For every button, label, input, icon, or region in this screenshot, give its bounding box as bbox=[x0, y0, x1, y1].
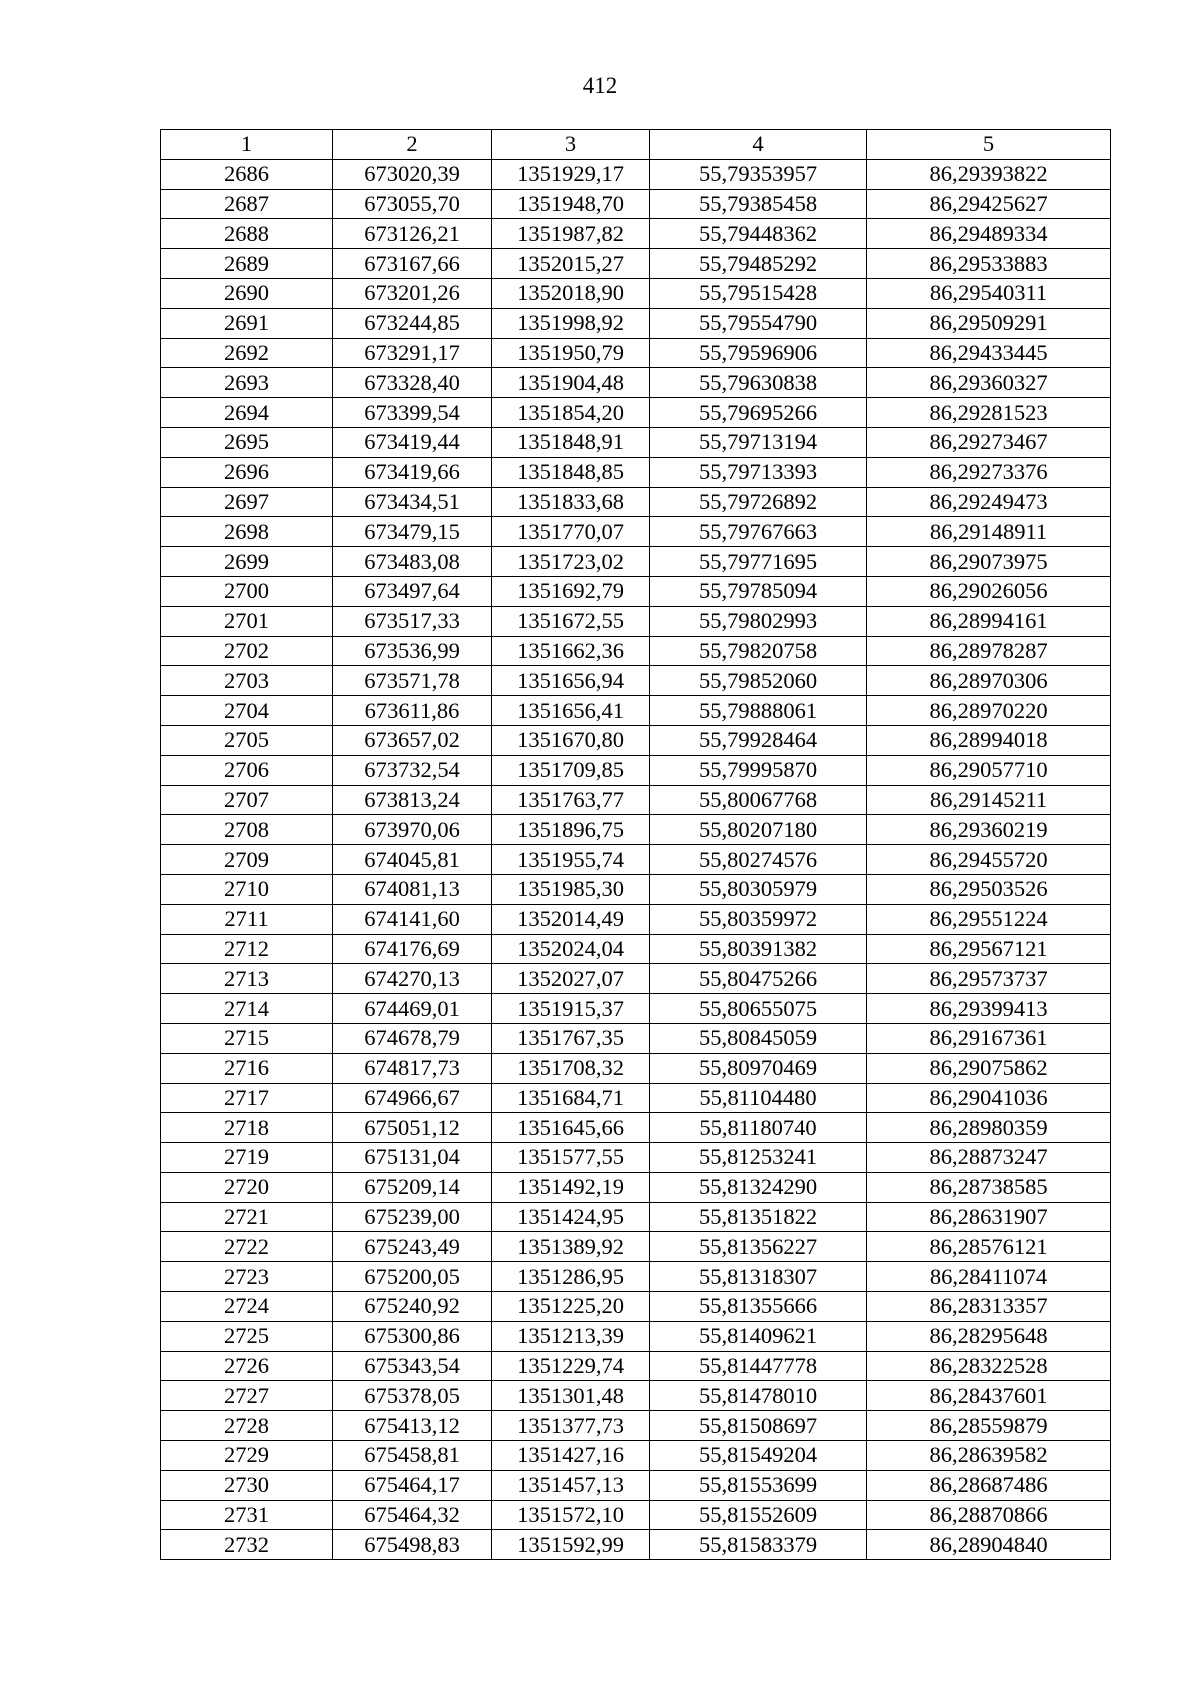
cell-y-coordinate: 1351915,37 bbox=[492, 994, 650, 1024]
cell-latitude: 55,81351822 bbox=[650, 1202, 867, 1232]
cell-longitude: 86,28411074 bbox=[867, 1262, 1111, 1292]
table-row bbox=[161, 815, 1111, 845]
cell-latitude: 55,80359972 bbox=[650, 904, 867, 934]
column-header: 5 bbox=[867, 130, 1111, 160]
cell-y-coordinate: 1351592,99 bbox=[492, 1530, 650, 1560]
cell-y-coordinate: 1351763,77 bbox=[492, 785, 650, 815]
table-row bbox=[161, 1500, 1111, 1530]
cell-longitude: 86,29399413 bbox=[867, 994, 1111, 1024]
cell-point-number: 2694 bbox=[161, 398, 333, 428]
cell-point-number: 2704 bbox=[161, 696, 333, 726]
table-row bbox=[161, 785, 1111, 815]
cell-y-coordinate: 1351225,20 bbox=[492, 1292, 650, 1322]
table-row bbox=[161, 487, 1111, 517]
cell-latitude: 55,79785094 bbox=[650, 576, 867, 606]
cell-latitude: 55,81355666 bbox=[650, 1292, 867, 1322]
table-row bbox=[161, 1321, 1111, 1351]
cell-point-number: 2722 bbox=[161, 1232, 333, 1262]
cell-longitude: 86,28313357 bbox=[867, 1292, 1111, 1322]
cell-longitude: 86,29148911 bbox=[867, 517, 1111, 547]
table-row bbox=[161, 1470, 1111, 1500]
cell-longitude: 86,28687486 bbox=[867, 1470, 1111, 1500]
cell-y-coordinate: 1352014,49 bbox=[492, 904, 650, 934]
cell-y-coordinate: 1351301,48 bbox=[492, 1381, 650, 1411]
table-row bbox=[161, 1053, 1111, 1083]
cell-x-coordinate: 674469,01 bbox=[333, 994, 492, 1024]
table-row bbox=[161, 1202, 1111, 1232]
table-row bbox=[161, 1441, 1111, 1471]
table-row bbox=[161, 219, 1111, 249]
cell-point-number: 2726 bbox=[161, 1351, 333, 1381]
cell-point-number: 2720 bbox=[161, 1172, 333, 1202]
cell-longitude: 86,28870866 bbox=[867, 1500, 1111, 1530]
cell-longitude: 86,29489334 bbox=[867, 219, 1111, 249]
cell-longitude: 86,28873247 bbox=[867, 1143, 1111, 1173]
table-header bbox=[161, 130, 1111, 160]
cell-y-coordinate: 1352027,07 bbox=[492, 964, 650, 994]
table-row bbox=[161, 1411, 1111, 1441]
cell-longitude: 86,28980359 bbox=[867, 1113, 1111, 1143]
cell-longitude: 86,28631907 bbox=[867, 1202, 1111, 1232]
cell-latitude: 55,80305979 bbox=[650, 874, 867, 904]
cell-y-coordinate: 1351709,85 bbox=[492, 755, 650, 785]
cell-latitude: 55,81318307 bbox=[650, 1262, 867, 1292]
cell-x-coordinate: 674176,69 bbox=[333, 934, 492, 964]
cell-x-coordinate: 675458,81 bbox=[333, 1441, 492, 1471]
cell-latitude: 55,81447778 bbox=[650, 1351, 867, 1381]
table-row bbox=[161, 1083, 1111, 1113]
cell-point-number: 2698 bbox=[161, 517, 333, 547]
cell-x-coordinate: 674817,73 bbox=[333, 1053, 492, 1083]
cell-x-coordinate: 673399,54 bbox=[333, 398, 492, 428]
cell-latitude: 55,79767663 bbox=[650, 517, 867, 547]
cell-x-coordinate: 673419,66 bbox=[333, 457, 492, 487]
table-row bbox=[161, 576, 1111, 606]
cell-point-number: 2709 bbox=[161, 845, 333, 875]
table-row bbox=[161, 1530, 1111, 1560]
cell-latitude: 55,81478010 bbox=[650, 1381, 867, 1411]
cell-point-number: 2692 bbox=[161, 338, 333, 368]
cell-x-coordinate: 673126,21 bbox=[333, 219, 492, 249]
cell-y-coordinate: 1351656,94 bbox=[492, 666, 650, 696]
cell-x-coordinate: 673020,39 bbox=[333, 159, 492, 189]
cell-y-coordinate: 1351692,79 bbox=[492, 576, 650, 606]
cell-point-number: 2695 bbox=[161, 427, 333, 457]
cell-longitude: 86,29503526 bbox=[867, 874, 1111, 904]
cell-y-coordinate: 1351684,71 bbox=[492, 1083, 650, 1113]
cell-latitude: 55,79515428 bbox=[650, 278, 867, 308]
cell-point-number: 2718 bbox=[161, 1113, 333, 1143]
coordinates-table bbox=[160, 129, 1111, 1560]
cell-latitude: 55,79485292 bbox=[650, 249, 867, 279]
table-row bbox=[161, 1143, 1111, 1173]
cell-x-coordinate: 673167,66 bbox=[333, 249, 492, 279]
cell-point-number: 2690 bbox=[161, 278, 333, 308]
cell-y-coordinate: 1351656,41 bbox=[492, 696, 650, 726]
cell-longitude: 86,29360327 bbox=[867, 368, 1111, 398]
table-row bbox=[161, 517, 1111, 547]
cell-y-coordinate: 1351848,85 bbox=[492, 457, 650, 487]
cell-x-coordinate: 673536,99 bbox=[333, 636, 492, 666]
cell-latitude: 55,81409621 bbox=[650, 1321, 867, 1351]
cell-longitude: 86,29567121 bbox=[867, 934, 1111, 964]
table-row bbox=[161, 1292, 1111, 1322]
cell-y-coordinate: 1351929,17 bbox=[492, 159, 650, 189]
cell-x-coordinate: 674045,81 bbox=[333, 845, 492, 875]
cell-latitude: 55,81104480 bbox=[650, 1083, 867, 1113]
cell-longitude: 86,28559879 bbox=[867, 1411, 1111, 1441]
cell-x-coordinate: 675378,05 bbox=[333, 1381, 492, 1411]
table-row bbox=[161, 398, 1111, 428]
table-row bbox=[161, 725, 1111, 755]
table-row bbox=[161, 249, 1111, 279]
cell-point-number: 2721 bbox=[161, 1202, 333, 1232]
cell-point-number: 2705 bbox=[161, 725, 333, 755]
cell-point-number: 2700 bbox=[161, 576, 333, 606]
table-row bbox=[161, 904, 1111, 934]
cell-y-coordinate: 1351767,35 bbox=[492, 1023, 650, 1053]
cell-point-number: 2725 bbox=[161, 1321, 333, 1351]
cell-y-coordinate: 1351998,92 bbox=[492, 308, 650, 338]
cell-latitude: 55,81180740 bbox=[650, 1113, 867, 1143]
page-number: 412 bbox=[582, 73, 618, 98]
cell-y-coordinate: 1351708,32 bbox=[492, 1053, 650, 1083]
cell-point-number: 2686 bbox=[161, 159, 333, 189]
cell-point-number: 2701 bbox=[161, 606, 333, 636]
cell-latitude: 55,81552609 bbox=[650, 1500, 867, 1530]
cell-point-number: 2708 bbox=[161, 815, 333, 845]
cell-x-coordinate: 673497,64 bbox=[333, 576, 492, 606]
cell-y-coordinate: 1351457,13 bbox=[492, 1470, 650, 1500]
cell-y-coordinate: 1351389,92 bbox=[492, 1232, 650, 1262]
cell-point-number: 2706 bbox=[161, 755, 333, 785]
cell-latitude: 55,79596906 bbox=[650, 338, 867, 368]
cell-latitude: 55,81508697 bbox=[650, 1411, 867, 1441]
table-row bbox=[161, 1172, 1111, 1202]
table-row bbox=[161, 1023, 1111, 1053]
cell-latitude: 55,81553699 bbox=[650, 1470, 867, 1500]
cell-y-coordinate: 1351577,55 bbox=[492, 1143, 650, 1173]
table-row bbox=[161, 964, 1111, 994]
table-row bbox=[161, 845, 1111, 875]
cell-longitude: 86,28970306 bbox=[867, 666, 1111, 696]
cell-y-coordinate: 1351492,19 bbox=[492, 1172, 650, 1202]
cell-longitude: 86,28295648 bbox=[867, 1321, 1111, 1351]
cell-latitude: 55,79448362 bbox=[650, 219, 867, 249]
cell-latitude: 55,79630838 bbox=[650, 368, 867, 398]
cell-y-coordinate: 1351424,95 bbox=[492, 1202, 650, 1232]
cell-y-coordinate: 1351723,02 bbox=[492, 547, 650, 577]
cell-point-number: 2713 bbox=[161, 964, 333, 994]
cell-y-coordinate: 1352024,04 bbox=[492, 934, 650, 964]
cell-point-number: 2719 bbox=[161, 1143, 333, 1173]
table-row bbox=[161, 1262, 1111, 1292]
cell-y-coordinate: 1351955,74 bbox=[492, 845, 650, 875]
table-row bbox=[161, 338, 1111, 368]
cell-longitude: 86,28994018 bbox=[867, 725, 1111, 755]
cell-x-coordinate: 673732,54 bbox=[333, 755, 492, 785]
cell-y-coordinate: 1351948,70 bbox=[492, 189, 650, 219]
cell-latitude: 55,79802993 bbox=[650, 606, 867, 636]
cell-point-number: 2732 bbox=[161, 1530, 333, 1560]
cell-latitude: 55,81253241 bbox=[650, 1143, 867, 1173]
cell-y-coordinate: 1351377,73 bbox=[492, 1411, 650, 1441]
cell-longitude: 86,28437601 bbox=[867, 1381, 1111, 1411]
cell-y-coordinate: 1351670,80 bbox=[492, 725, 650, 755]
cell-latitude: 55,79726892 bbox=[650, 487, 867, 517]
cell-latitude: 55,80845059 bbox=[650, 1023, 867, 1053]
cell-longitude: 86,28978287 bbox=[867, 636, 1111, 666]
cell-latitude: 55,81583379 bbox=[650, 1530, 867, 1560]
header-row bbox=[161, 130, 1111, 160]
cell-x-coordinate: 673419,44 bbox=[333, 427, 492, 457]
cell-y-coordinate: 1351854,20 bbox=[492, 398, 650, 428]
table-body bbox=[161, 159, 1111, 1559]
cell-y-coordinate: 1351904,48 bbox=[492, 368, 650, 398]
cell-latitude: 55,80475266 bbox=[650, 964, 867, 994]
cell-x-coordinate: 673434,51 bbox=[333, 487, 492, 517]
cell-x-coordinate: 675239,00 bbox=[333, 1202, 492, 1232]
cell-x-coordinate: 675240,92 bbox=[333, 1292, 492, 1322]
cell-point-number: 2717 bbox=[161, 1083, 333, 1113]
cell-latitude: 55,79995870 bbox=[650, 755, 867, 785]
cell-x-coordinate: 673201,26 bbox=[333, 278, 492, 308]
cell-y-coordinate: 1352015,27 bbox=[492, 249, 650, 279]
cell-point-number: 2729 bbox=[161, 1441, 333, 1471]
cell-x-coordinate: 675413,12 bbox=[333, 1411, 492, 1441]
cell-point-number: 2697 bbox=[161, 487, 333, 517]
cell-x-coordinate: 674141,60 bbox=[333, 904, 492, 934]
cell-y-coordinate: 1351770,07 bbox=[492, 517, 650, 547]
table-row bbox=[161, 308, 1111, 338]
cell-x-coordinate: 674678,79 bbox=[333, 1023, 492, 1053]
cell-point-number: 2714 bbox=[161, 994, 333, 1024]
cell-longitude: 86,29425627 bbox=[867, 189, 1111, 219]
cell-longitude: 86,28639582 bbox=[867, 1441, 1111, 1471]
cell-longitude: 86,28576121 bbox=[867, 1232, 1111, 1262]
cell-point-number: 2689 bbox=[161, 249, 333, 279]
cell-longitude: 86,28322528 bbox=[867, 1351, 1111, 1381]
cell-point-number: 2703 bbox=[161, 666, 333, 696]
cell-x-coordinate: 675498,83 bbox=[333, 1530, 492, 1560]
cell-y-coordinate: 1351672,55 bbox=[492, 606, 650, 636]
cell-longitude: 86,29509291 bbox=[867, 308, 1111, 338]
cell-latitude: 55,79888061 bbox=[650, 696, 867, 726]
cell-longitude: 86,29573737 bbox=[867, 964, 1111, 994]
cell-x-coordinate: 675300,86 bbox=[333, 1321, 492, 1351]
cell-point-number: 2711 bbox=[161, 904, 333, 934]
cell-y-coordinate: 1352018,90 bbox=[492, 278, 650, 308]
cell-latitude: 55,80655075 bbox=[650, 994, 867, 1024]
table-row bbox=[161, 1113, 1111, 1143]
table-row bbox=[161, 696, 1111, 726]
cell-longitude: 86,29393822 bbox=[867, 159, 1111, 189]
cell-x-coordinate: 673813,24 bbox=[333, 785, 492, 815]
cell-point-number: 2696 bbox=[161, 457, 333, 487]
cell-x-coordinate: 673571,78 bbox=[333, 666, 492, 696]
cell-point-number: 2707 bbox=[161, 785, 333, 815]
column-header: 1 bbox=[161, 130, 333, 160]
cell-longitude: 86,28738585 bbox=[867, 1172, 1111, 1202]
cell-point-number: 2710 bbox=[161, 874, 333, 904]
cell-latitude: 55,80274576 bbox=[650, 845, 867, 875]
cell-x-coordinate: 675200,05 bbox=[333, 1262, 492, 1292]
cell-latitude: 55,79353957 bbox=[650, 159, 867, 189]
cell-y-coordinate: 1351213,39 bbox=[492, 1321, 650, 1351]
table-row bbox=[161, 457, 1111, 487]
cell-point-number: 2715 bbox=[161, 1023, 333, 1053]
cell-point-number: 2712 bbox=[161, 934, 333, 964]
cell-longitude: 86,29273376 bbox=[867, 457, 1111, 487]
cell-longitude: 86,29249473 bbox=[867, 487, 1111, 517]
cell-latitude: 55,79820758 bbox=[650, 636, 867, 666]
table-row bbox=[161, 934, 1111, 964]
cell-y-coordinate: 1351572,10 bbox=[492, 1500, 650, 1530]
cell-x-coordinate: 673611,86 bbox=[333, 696, 492, 726]
cell-y-coordinate: 1351987,82 bbox=[492, 219, 650, 249]
table-row bbox=[161, 1381, 1111, 1411]
cell-longitude: 86,29281523 bbox=[867, 398, 1111, 428]
cell-longitude: 86,29455720 bbox=[867, 845, 1111, 875]
cell-longitude: 86,29273467 bbox=[867, 427, 1111, 457]
cell-x-coordinate: 673291,17 bbox=[333, 338, 492, 368]
cell-longitude: 86,29551224 bbox=[867, 904, 1111, 934]
cell-x-coordinate: 673970,06 bbox=[333, 815, 492, 845]
cell-point-number: 2691 bbox=[161, 308, 333, 338]
cell-x-coordinate: 675209,14 bbox=[333, 1172, 492, 1202]
cell-x-coordinate: 675464,17 bbox=[333, 1470, 492, 1500]
cell-point-number: 2730 bbox=[161, 1470, 333, 1500]
table-row bbox=[161, 427, 1111, 457]
cell-y-coordinate: 1351427,16 bbox=[492, 1441, 650, 1471]
table-row bbox=[161, 874, 1111, 904]
cell-latitude: 55,79928464 bbox=[650, 725, 867, 755]
cell-point-number: 2699 bbox=[161, 547, 333, 577]
cell-latitude: 55,80067768 bbox=[650, 785, 867, 815]
cell-x-coordinate: 673517,33 bbox=[333, 606, 492, 636]
cell-longitude: 86,29167361 bbox=[867, 1023, 1111, 1053]
table-row bbox=[161, 666, 1111, 696]
cell-longitude: 86,29057710 bbox=[867, 755, 1111, 785]
cell-latitude: 55,81549204 bbox=[650, 1441, 867, 1471]
cell-x-coordinate: 675243,49 bbox=[333, 1232, 492, 1262]
cell-latitude: 55,79385458 bbox=[650, 189, 867, 219]
cell-point-number: 2731 bbox=[161, 1500, 333, 1530]
cell-longitude: 86,29026056 bbox=[867, 576, 1111, 606]
cell-y-coordinate: 1351645,66 bbox=[492, 1113, 650, 1143]
cell-x-coordinate: 674081,13 bbox=[333, 874, 492, 904]
cell-x-coordinate: 673244,85 bbox=[333, 308, 492, 338]
cell-longitude: 86,29433445 bbox=[867, 338, 1111, 368]
cell-longitude: 86,29360219 bbox=[867, 815, 1111, 845]
cell-longitude: 86,28994161 bbox=[867, 606, 1111, 636]
cell-latitude: 55,79554790 bbox=[650, 308, 867, 338]
cell-point-number: 2716 bbox=[161, 1053, 333, 1083]
cell-point-number: 2693 bbox=[161, 368, 333, 398]
cell-latitude: 55,79771695 bbox=[650, 547, 867, 577]
cell-point-number: 2687 bbox=[161, 189, 333, 219]
table-row bbox=[161, 1351, 1111, 1381]
cell-y-coordinate: 1351286,95 bbox=[492, 1262, 650, 1292]
cell-x-coordinate: 673479,15 bbox=[333, 517, 492, 547]
cell-x-coordinate: 674966,67 bbox=[333, 1083, 492, 1113]
cell-latitude: 55,80207180 bbox=[650, 815, 867, 845]
table-row bbox=[161, 189, 1111, 219]
cell-x-coordinate: 673657,02 bbox=[333, 725, 492, 755]
cell-longitude: 86,29145211 bbox=[867, 785, 1111, 815]
cell-latitude: 55,79713393 bbox=[650, 457, 867, 487]
cell-latitude: 55,79852060 bbox=[650, 666, 867, 696]
table-row bbox=[161, 636, 1111, 666]
cell-x-coordinate: 673055,70 bbox=[333, 189, 492, 219]
cell-x-coordinate: 674270,13 bbox=[333, 964, 492, 994]
column-header: 2 bbox=[333, 130, 492, 160]
cell-x-coordinate: 675464,32 bbox=[333, 1500, 492, 1530]
cell-latitude: 55,81356227 bbox=[650, 1232, 867, 1262]
cell-latitude: 55,80391382 bbox=[650, 934, 867, 964]
cell-point-number: 2702 bbox=[161, 636, 333, 666]
cell-point-number: 2727 bbox=[161, 1381, 333, 1411]
cell-y-coordinate: 1351950,79 bbox=[492, 338, 650, 368]
cell-longitude: 86,28904840 bbox=[867, 1530, 1111, 1560]
cell-longitude: 86,29041036 bbox=[867, 1083, 1111, 1113]
cell-point-number: 2723 bbox=[161, 1262, 333, 1292]
table-row bbox=[161, 368, 1111, 398]
cell-y-coordinate: 1351662,36 bbox=[492, 636, 650, 666]
cell-x-coordinate: 673483,08 bbox=[333, 547, 492, 577]
cell-longitude: 86,29073975 bbox=[867, 547, 1111, 577]
cell-y-coordinate: 1351896,75 bbox=[492, 815, 650, 845]
table-row bbox=[161, 1232, 1111, 1262]
table-row bbox=[161, 994, 1111, 1024]
cell-longitude: 86,29533883 bbox=[867, 249, 1111, 279]
column-header: 3 bbox=[492, 130, 650, 160]
cell-latitude: 55,81324290 bbox=[650, 1172, 867, 1202]
cell-longitude: 86,28970220 bbox=[867, 696, 1111, 726]
table-row bbox=[161, 606, 1111, 636]
cell-longitude: 86,29540311 bbox=[867, 278, 1111, 308]
cell-point-number: 2724 bbox=[161, 1292, 333, 1322]
cell-point-number: 2688 bbox=[161, 219, 333, 249]
cell-x-coordinate: 675343,54 bbox=[333, 1351, 492, 1381]
table-row bbox=[161, 159, 1111, 189]
cell-latitude: 55,80970469 bbox=[650, 1053, 867, 1083]
cell-latitude: 55,79713194 bbox=[650, 427, 867, 457]
cell-longitude: 86,29075862 bbox=[867, 1053, 1111, 1083]
cell-y-coordinate: 1351848,91 bbox=[492, 427, 650, 457]
table-row bbox=[161, 755, 1111, 785]
cell-y-coordinate: 1351985,30 bbox=[492, 874, 650, 904]
cell-latitude: 55,79695266 bbox=[650, 398, 867, 428]
column-header: 4 bbox=[650, 130, 867, 160]
cell-point-number: 2728 bbox=[161, 1411, 333, 1441]
cell-x-coordinate: 673328,40 bbox=[333, 368, 492, 398]
table-row bbox=[161, 547, 1111, 577]
cell-y-coordinate: 1351229,74 bbox=[492, 1351, 650, 1381]
cell-x-coordinate: 675051,12 bbox=[333, 1113, 492, 1143]
table-row bbox=[161, 278, 1111, 308]
cell-y-coordinate: 1351833,68 bbox=[492, 487, 650, 517]
cell-x-coordinate: 675131,04 bbox=[333, 1143, 492, 1173]
